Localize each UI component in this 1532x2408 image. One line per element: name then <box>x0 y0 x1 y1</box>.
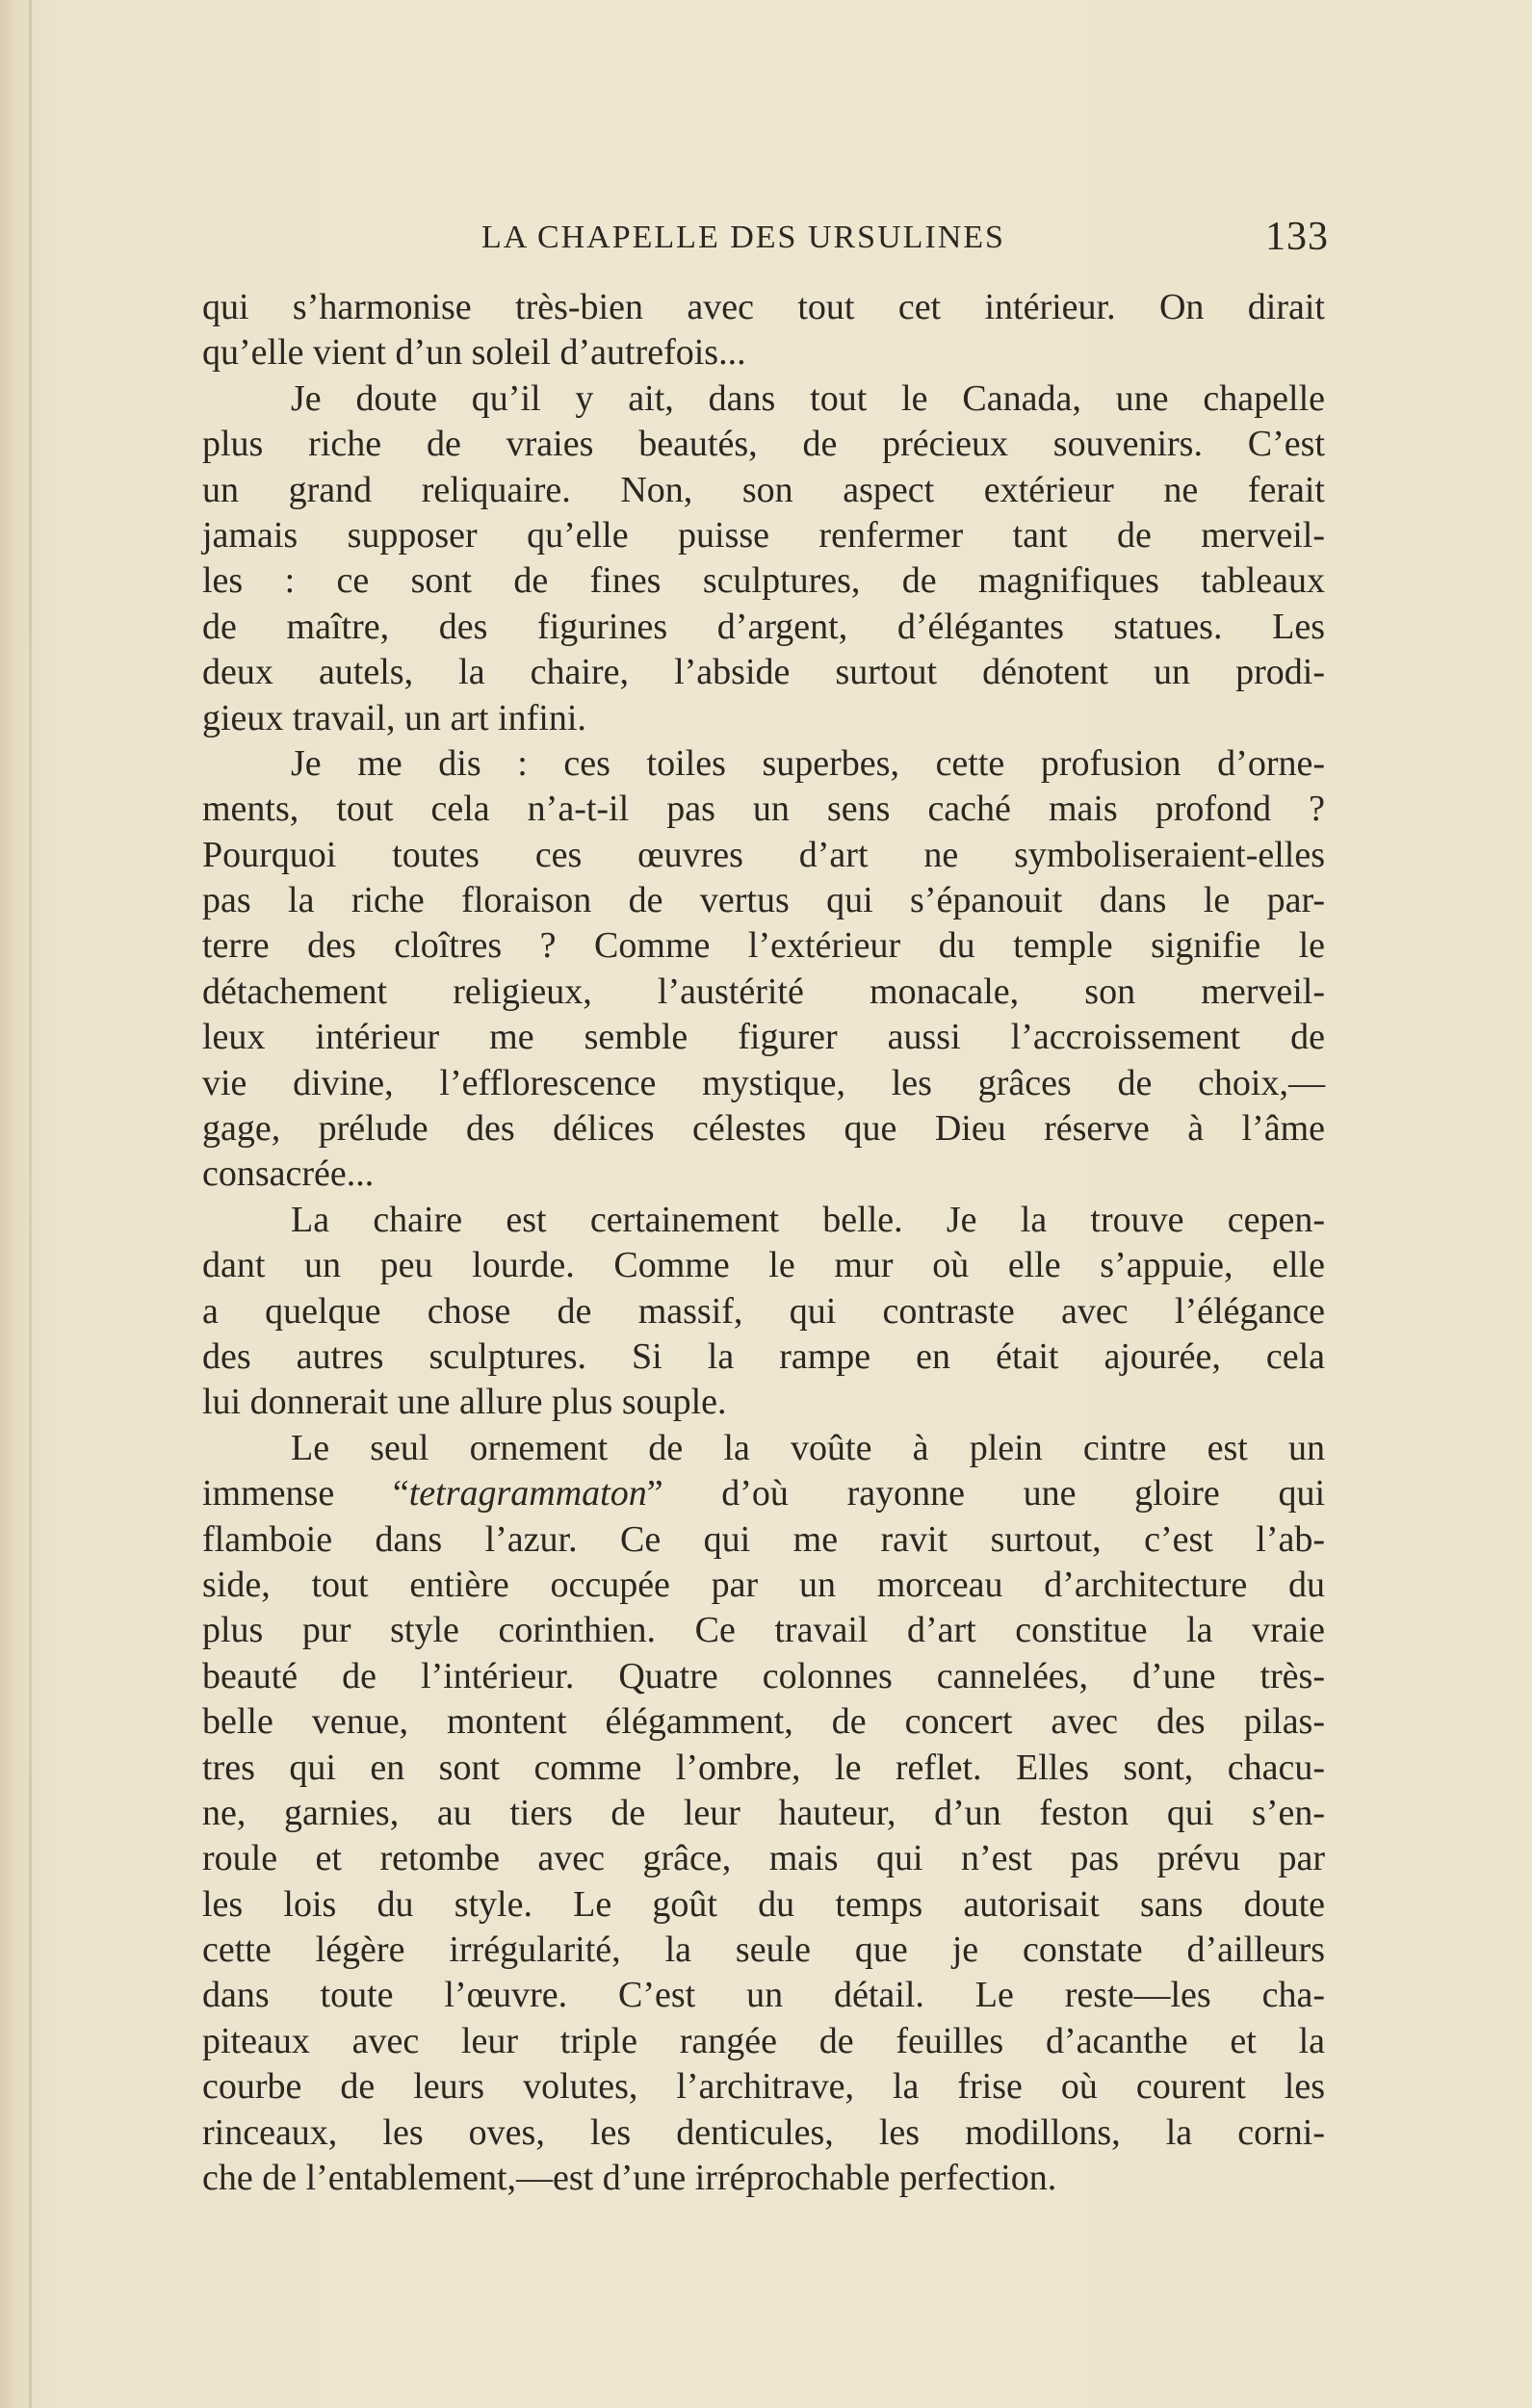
text-line: courbe de leurs volutes, l’architrave, la frise où courent les <box>202 2066 1325 2108</box>
text-line: rinceaux, les oves, les denticules, les modillons, la corni- <box>202 2111 1325 2153</box>
text-line: gieux travail, un art infini. <box>202 697 586 738</box>
page-number: 133 <box>1265 215 1329 259</box>
paragraph-start-line: Je doute qu’il y ait, dans tout le Canada, une chapelle <box>291 377 1325 419</box>
running-title: LA CHAPELLE DES URSULINES <box>481 220 1005 255</box>
body-text <box>202 285 1325 2201</box>
text-line: side, tout entière occupée par un morceau d’architecture du <box>202 1564 1325 1605</box>
text-line: belle venue, montent élégamment, de concert avec des pilas- <box>202 1701 1325 1743</box>
text-line: pas la riche floraison de vertus qui s’épanouit dans le par- <box>202 880 1325 921</box>
paragraph-start-line: Le seul ornement de la voûte à plein cintre est un <box>291 1427 1325 1468</box>
italic-term: tetragrammaton <box>408 1473 647 1515</box>
text-line: les : ce sont de fines sculptures, de magnifiques tableaux <box>202 560 1325 602</box>
text-line: deux autels, la chaire, l’abside surtout dénotent un prodi- <box>202 652 1325 693</box>
text-line: piteaux avec leur triple rangée de feuilles d’acanthe et la <box>202 2020 1325 2061</box>
text-line: détachement religieux, l’austérité monacale, son merveil- <box>202 971 1325 1012</box>
text-line: de maître, des figurines d’argent, d’élégantes statues. Les <box>202 606 1325 647</box>
text-line: ments, tout cela n’a-t-il pas un sens caché mais profond ? <box>202 789 1325 830</box>
text-line: ne, garnies, au tiers de leur hauteur, d’un feston qui s’en- <box>202 1792 1325 1833</box>
text-line: flamboie dans l’azur. Ce qui me ravit surtout, c’est l’ab- <box>202 1518 1325 1560</box>
paragraph-start-line: La chaire est certainement belle. Je la trouve cepen- <box>291 1199 1325 1240</box>
text-line: lui donnerait une allure plus souple. <box>202 1382 727 1423</box>
page-header <box>202 214 1329 262</box>
text-line: Pourquoi toutes ces œuvres d’art ne symboliseraient-elles <box>202 834 1325 875</box>
text-line: cette légère irrégularité, la seule que je constate d’ailleurs <box>202 1929 1325 1971</box>
text-line: dans toute l’œuvre. C’est un détail. Le reste—les cha- <box>202 1975 1325 2016</box>
text-line: consacrée... <box>202 1153 375 1195</box>
text-line-with-italic: immense “tetragrammaton” d’où rayonne une gloire qui <box>202 1473 1326 1515</box>
text-line: roule et retombe avec grâce, mais qui n’est pas prévu par <box>202 1838 1325 1879</box>
text-line: leux intérieur me semble figurer aussi l’accroissement de <box>202 1017 1325 1058</box>
text-line: des autres sculptures. Si la rampe en était ajourée, cela <box>202 1335 1325 1377</box>
text-line: gage, prélude des délices célestes que Dieu réserve à l’âme <box>202 1108 1325 1150</box>
text-line: dant un peu lourde. Comme le mur où elle s’appuie, elle <box>202 1245 1325 1286</box>
text-line: beauté de l’intérieur. Quatre colonnes cannelées, d’une très- <box>202 1655 1325 1696</box>
text-line: qu’elle vient d’un soleil d’autrefois... <box>202 332 746 374</box>
text-line: tres qui en sont comme l’ombre, le reflet. Elles sont, chacu- <box>202 1747 1325 1788</box>
text-line: che de l’entablement,—est d’une irréprochable perfection. <box>202 2158 1057 2199</box>
text-line: vie divine, l’efflorescence mystique, les grâces de choix,— <box>202 1062 1325 1103</box>
binding-gutter <box>29 0 32 2408</box>
text-line: un grand reliquaire. Non, son aspect extérieur ne ferait <box>202 469 1325 510</box>
text-line: jamais supposer qu’elle puisse renfermer tant de merveil- <box>202 514 1325 556</box>
text-line: a quelque chose de massif, qui contraste avec l’élégance <box>202 1290 1325 1332</box>
paragraph-start-line: Je me dis : ces toiles superbes, cette profusion d’orne- <box>291 742 1325 784</box>
text-line: plus pur style corinthien. Ce travail d’art constitue la vraie <box>202 1610 1325 1651</box>
text-line: les lois du style. Le goût du temps autorisait sans doute <box>202 1883 1325 1925</box>
text-line: qui s’harmonise très-bien avec tout cet intérieur. On dirait <box>202 287 1325 327</box>
text-line: plus riche de vraies beautés, de précieux souvenirs. C’est <box>202 424 1325 465</box>
text-line: terre des cloîtres ? Comme l’extérieur du temple signifie le <box>202 925 1325 967</box>
